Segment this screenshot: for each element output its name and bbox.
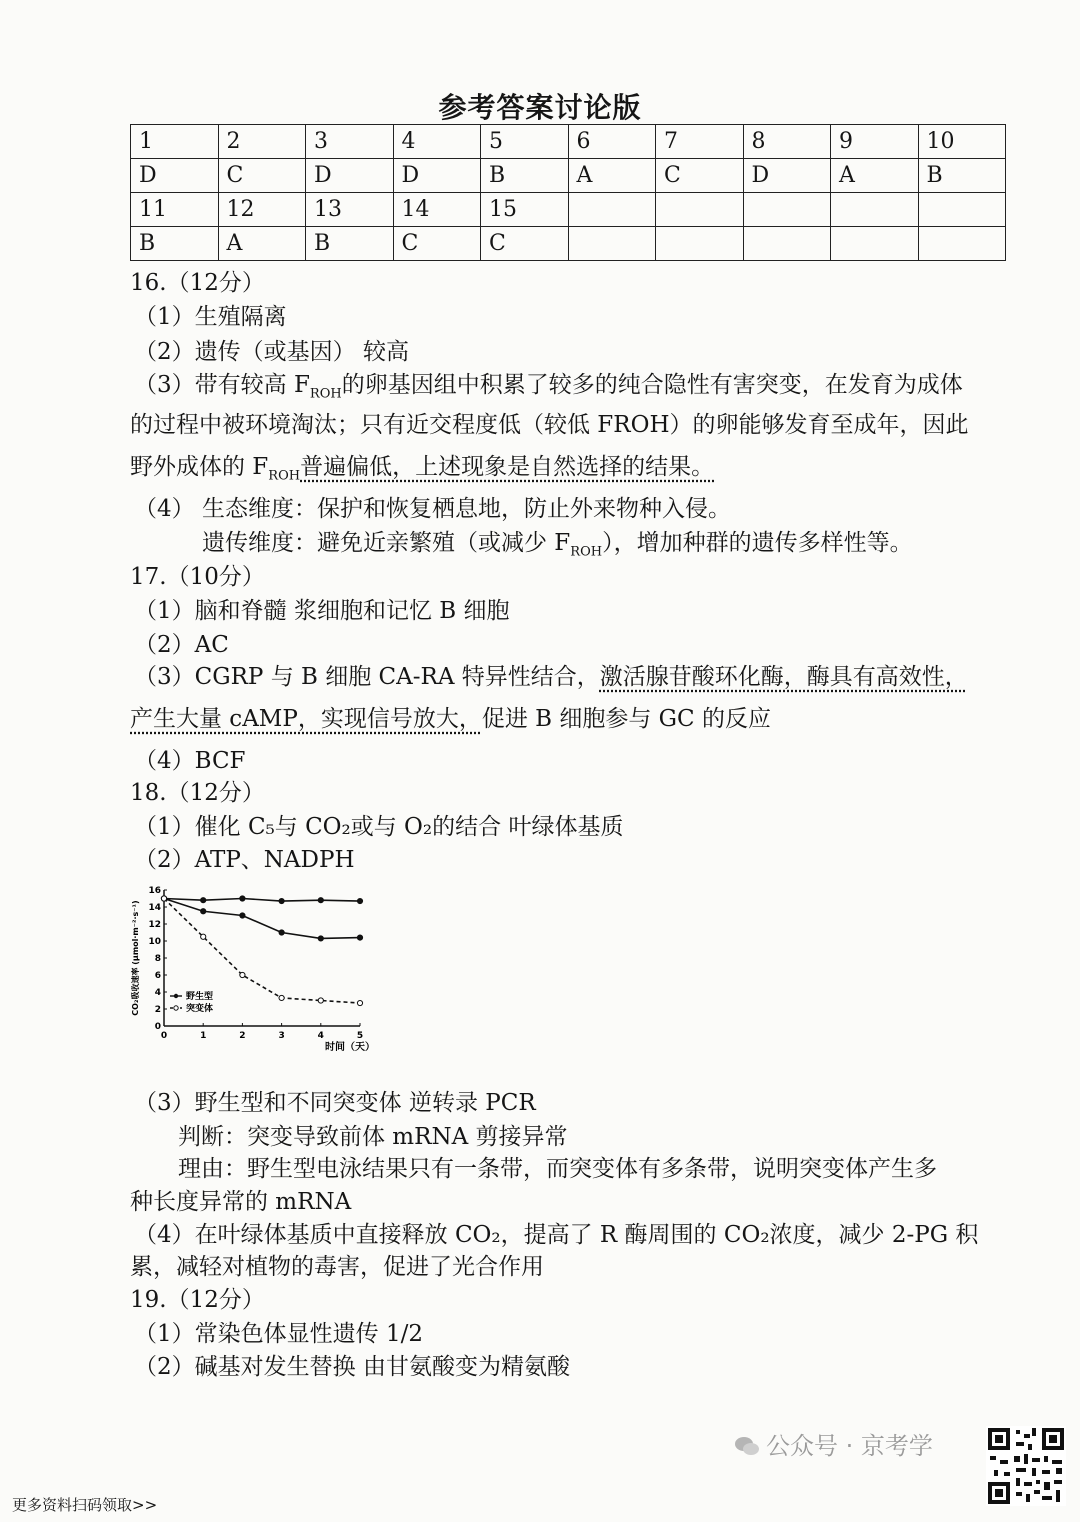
answer-cell: 1 — [131, 125, 219, 159]
answer-cell: C — [481, 227, 569, 261]
answer-table — [130, 124, 1006, 261]
answer-cell: C — [656, 159, 744, 193]
data-point — [357, 935, 362, 940]
y-tick-label: 2 — [154, 1005, 161, 1015]
data-point — [279, 898, 284, 903]
data-point — [279, 995, 284, 1000]
series-line — [164, 899, 360, 1004]
x-tick-label: 4 — [317, 1031, 324, 1041]
data-point — [279, 930, 284, 935]
q16-answer-3-line2: 的过程中被环境淘汰；只有近交程度低（较低 FROH）的卵能够发育至成年，因此 — [130, 412, 969, 438]
x-tick-label: 5 — [356, 1031, 364, 1041]
answer-cell — [831, 193, 919, 227]
q18-answer-4-line1: （4）在叶绿体基质中直接释放 CO₂，提高了 R 酶周围的 CO₂浓度，减少 2-PG 积 — [134, 1222, 979, 1248]
q18-answer-3-line1: （3）野生型和不同突变体 逆转录 PCR — [134, 1090, 536, 1116]
legend-label-wildtype: 野生型 — [186, 992, 214, 1002]
q17-header: 17.（10分） — [130, 564, 265, 590]
q17-answer-1: （1）脑和脊髓 浆细胞和记忆 B 细胞 — [134, 598, 510, 624]
answer-cell — [743, 193, 831, 227]
x-axis-label: 时间（天） — [325, 1042, 375, 1053]
answer-cell: B — [131, 227, 219, 261]
q18-answer-3-line4: 种长度异常的 mRNA — [130, 1189, 352, 1215]
answer-cell: 5 — [481, 125, 569, 159]
answer-row — [131, 125, 1006, 159]
answer-cell — [918, 193, 1006, 227]
answer-cell: 6 — [568, 125, 656, 159]
data-point — [201, 909, 206, 914]
x-tick-label: 3 — [278, 1031, 285, 1041]
y-tick-label: 4 — [154, 988, 161, 998]
data-point — [201, 934, 206, 939]
x-tick-label: 0 — [160, 1031, 168, 1041]
answer-cell: 7 — [656, 125, 744, 159]
q18-answer-2: （2）ATP、NADPH — [134, 847, 355, 873]
answer-row — [131, 159, 1006, 193]
y-tick-label: 8 — [154, 954, 161, 964]
answer-cell — [568, 193, 656, 227]
data-point — [357, 898, 362, 903]
q16-answer-3-line3: 野外成体的 $F_{ROH}$普遍偏低，上述现象是自然选择的结果。 — [130, 454, 715, 484]
q16-answer-4-line2: 遗传维度：避免近亲繁殖（或减少 $F_{ROH}$），增加种群的遗传多样性等。 — [202, 530, 913, 560]
answer-cell: D — [743, 159, 831, 193]
data-point — [318, 898, 323, 903]
page-title: 参考答案讨论版 — [438, 91, 642, 124]
q16-answer-2: （2）遗传（或基因） 较高 — [134, 339, 409, 365]
answer-cell: A — [831, 159, 919, 193]
answer-cell: C — [218, 159, 306, 193]
y-tick-label: 6 — [154, 971, 161, 981]
answer-cell: 9 — [831, 125, 919, 159]
series-line — [164, 899, 360, 939]
q18-answer-3-line2: 判断：突变导致前体 mRNA 剪接异常 — [178, 1124, 568, 1150]
answer-cell — [831, 227, 919, 261]
answer-cell: D — [131, 159, 219, 193]
footer-link[interactable]: 更多资料扫码领取>> — [12, 1496, 158, 1514]
answer-cell: A — [218, 227, 306, 261]
answer-cell — [568, 227, 656, 261]
answer-cell: 10 — [918, 125, 1006, 159]
data-point — [201, 898, 206, 903]
legend-marker-mutant — [174, 1006, 178, 1010]
q18-answer-3-line3: 理由：野生型电泳结果只有一条带，而突变体有多条带，说明突变体产生多 — [178, 1156, 937, 1182]
answer-cell: 3 — [306, 125, 394, 159]
data-point — [240, 913, 245, 918]
answer-cell: 2 — [218, 125, 306, 159]
answer-row — [131, 193, 1006, 227]
answer-cell — [918, 227, 1006, 261]
answer-cell: 11 — [131, 193, 219, 227]
q18-header: 18.（12分） — [130, 780, 265, 806]
data-point — [161, 896, 166, 901]
q16-answer-1: （1）生殖隔离 — [134, 304, 287, 330]
q18-answer-4-line2: 累，减轻对植物的毒害，促进了光合作用 — [130, 1254, 544, 1280]
y-tick-label: 0 — [154, 1022, 161, 1032]
answer-cell: B — [306, 227, 394, 261]
y-tick-label: 16 — [148, 886, 161, 896]
answer-cell: 8 — [743, 125, 831, 159]
answer-cell: 4 — [393, 125, 481, 159]
series-line — [164, 899, 360, 902]
x-tick-label: 1 — [200, 1031, 207, 1041]
answer-cell: D — [306, 159, 394, 193]
q18-answer-1: （1）催化 C₅与 CO₂或与 O₂的结合 叶绿体基质 — [134, 814, 624, 840]
answer-cell: D — [393, 159, 481, 193]
q16-answer-4-line1: （4） 生态维度：保护和恢复栖息地，防止外来物种入侵。 — [134, 496, 731, 522]
answer-cell: B — [481, 159, 569, 193]
q16-answer-3-line1: （3）带有较高 $F_{ROH}$的卵基因组中积累了较多的纯合隐性有害突变，在发育为成体 — [134, 372, 963, 402]
answer-cell: 15 — [481, 193, 569, 227]
data-point — [240, 896, 245, 901]
y-tick-label: 12 — [148, 920, 161, 930]
q19-header: 19.（12分） — [130, 1287, 265, 1313]
q17-answer-3-line2: 产生大量 cAMP，实现信号放大，促进 B 细胞参与 GC 的反应 — [130, 706, 771, 732]
legend-marker-wildtype — [174, 994, 178, 998]
data-point — [318, 936, 323, 941]
data-point — [240, 972, 245, 977]
wechat-watermark: 公众号 · 京考学 — [734, 1426, 933, 1461]
answer-cell — [656, 193, 744, 227]
legend-label-mutant: 突变体 — [186, 1004, 214, 1014]
co2-absorption-chart — [124, 876, 404, 1056]
q16-header: 16.（12分） — [130, 270, 265, 296]
y-tick-label: 10 — [148, 937, 161, 947]
y-axis-label: CO₂吸收速率 (μmol·m⁻²·s⁻¹) — [131, 900, 140, 1016]
q17-answer-3-line1: （3）CGRP 与 B 细胞 CA-RA 特异性结合，激活腺苷酸环化酶，酶具有高效性， — [134, 664, 968, 690]
wechat-icon — [734, 1434, 760, 1454]
data-point — [357, 1000, 362, 1005]
data-point — [318, 998, 323, 1003]
answer-cell: 14 — [393, 193, 481, 227]
qr-code-icon[interactable] — [986, 1426, 1066, 1506]
answer-cell: C — [393, 227, 481, 261]
x-tick-label: 2 — [239, 1031, 246, 1041]
q17-answer-2: （2）AC — [134, 632, 229, 658]
answer-cell: A — [568, 159, 656, 193]
answer-row — [131, 227, 1006, 261]
answer-cell: 12 — [218, 193, 306, 227]
answer-cell: 13 — [306, 193, 394, 227]
answer-cell — [743, 227, 831, 261]
y-tick-label: 14 — [148, 903, 161, 913]
q19-answer-2: （2）碱基对发生替换 由甘氨酸变为精氨酸 — [134, 1354, 570, 1380]
answer-cell: B — [918, 159, 1006, 193]
answer-cell — [656, 227, 744, 261]
q19-answer-1: （1）常染色体显性遗传 1/2 — [134, 1321, 423, 1347]
q17-answer-4: （4）BCF — [134, 748, 246, 774]
